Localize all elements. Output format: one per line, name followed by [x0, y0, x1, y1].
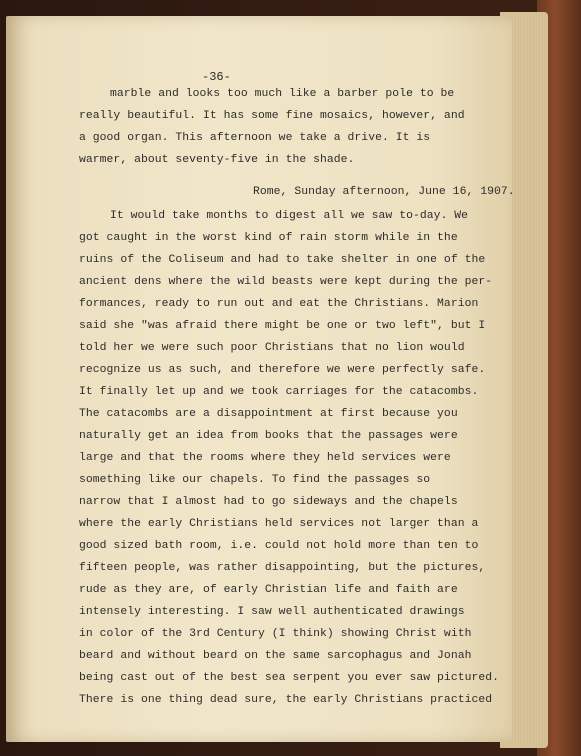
page-number: -36-	[202, 70, 231, 84]
text-line: The catacombs are a disappointment at first because you	[79, 408, 458, 420]
text-line: told her we were such poor Christians that no lion would	[79, 342, 465, 354]
text-line: narrow that I almost had to go sideways and the chapels	[79, 496, 458, 508]
text-line: beard and without beard on the same sarcophagus and Jonah	[79, 650, 472, 662]
text-line: where the early Christians held services not larger than a	[79, 518, 479, 530]
text-line: got caught in the worst kind of rain storm while in the	[79, 232, 458, 244]
text-line: ruins of the Coliseum and had to take shelter in one of the	[79, 254, 486, 266]
text-line: large and that the rooms where they held services were	[79, 452, 451, 464]
book-page	[6, 16, 515, 742]
dateline: Rome, Sunday afternoon, June 16, 1907.	[253, 186, 515, 198]
text-line: fifteen people, was rather disappointing, but the pictures,	[79, 562, 486, 574]
text-line: ancient dens where the wild beasts were kept during the per-	[79, 276, 493, 288]
text-line: intensely interesting. I saw well authenticated drawings	[79, 606, 465, 618]
text-line: There is one thing dead sure, the early Christians practiced	[79, 694, 493, 706]
text-line: formances, ready to run out and eat the Christians. Marion	[79, 298, 479, 310]
text-line: really beautiful. It has some fine mosaics, however, and	[79, 110, 465, 122]
text-line: in color of the 3rd Century (I think) showing Christ with	[79, 628, 472, 640]
text-line: being cast out of the best sea serpent you ever saw pictured.	[79, 672, 500, 684]
text-line: said she "was afraid there might be one or two left", but I	[79, 320, 486, 332]
text-line: It would take months to digest all we saw to-day. We	[110, 210, 469, 222]
text-line: warmer, about seventy-five in the shade.	[79, 154, 355, 166]
page-text-area	[6, 16, 515, 742]
text-line: marble and looks too much like a barber pole to be	[110, 88, 455, 100]
text-line: rude as they are, of early Christian life and faith are	[79, 584, 458, 596]
text-line: naturally get an idea from books that the passages were	[79, 430, 458, 442]
text-line: It finally let up and we took carriages for the catacombs.	[79, 386, 479, 398]
text-line: recognize us as such, and therefore we were perfectly safe.	[79, 364, 486, 376]
text-line: something like our chapels. To find the passages so	[79, 474, 431, 486]
text-line: good sized bath room, i.e. could not hold more than ten to	[79, 540, 479, 552]
text-line: a good organ. This afternoon we take a drive. It is	[79, 132, 431, 144]
